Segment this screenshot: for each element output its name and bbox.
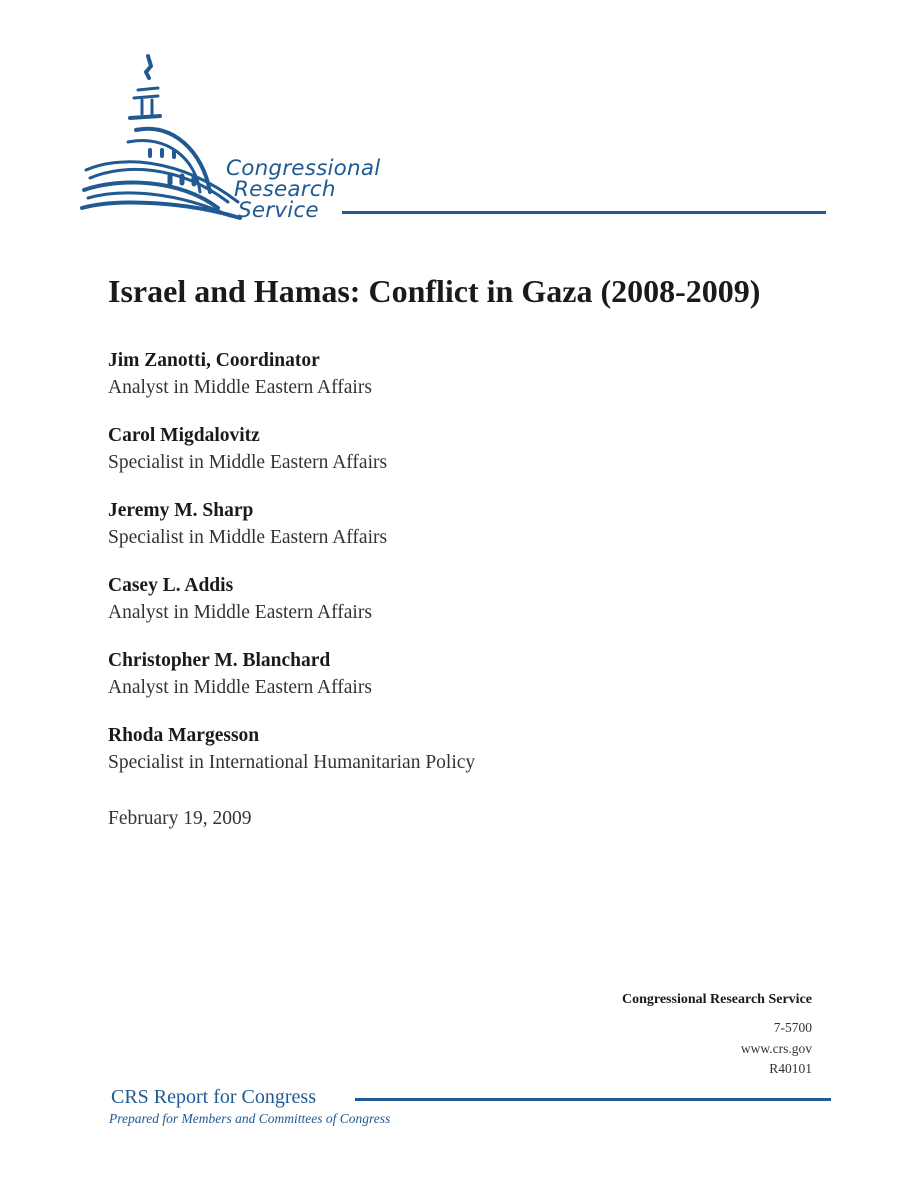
author-title: Specialist in Middle Eastern Affairs — [108, 527, 388, 548]
author-entry — [108, 573, 475, 648]
logo-text-line-3: Service — [238, 198, 319, 223]
crs-organization: Congressional Research Service — [621, 992, 812, 1007]
footer-rule — [355, 1098, 831, 1101]
author-title: Specialist in Middle Eastern Affairs — [108, 452, 388, 473]
author-entry — [108, 348, 475, 423]
author-title: Analyst in Middle Eastern Affairs — [108, 377, 372, 398]
crs-report-heading: CRS Report for Congress — [111, 1086, 316, 1108]
author-name: Jim Zanotti, Coordinator — [108, 350, 320, 371]
author-name: Rhoda Margesson — [108, 725, 260, 746]
report-date: February 19, 2009 — [108, 808, 252, 829]
logo-text-line-2: Research — [234, 177, 336, 202]
footer-tagline: Prepared for Members and Committees of Congress — [109, 1111, 391, 1126]
report-title: Israel and Hamas: Conflict in Gaza (2008-2009) — [108, 273, 761, 309]
author-entry — [108, 498, 475, 573]
crs-website: www.crs.gov — [740, 1040, 812, 1056]
author-title: Specialist in International Humanitarian Policy — [108, 752, 476, 773]
logo-text-line-1: Congressional — [226, 156, 381, 181]
author-entry — [108, 648, 475, 723]
author-title: Analyst in Middle Eastern Affairs — [108, 602, 372, 623]
author-name: Christopher M. Blanchard — [108, 650, 331, 671]
report-number: R40101 — [769, 1061, 812, 1076]
crs-info-block — [622, 990, 812, 1080]
capitol-dome-icon — [78, 52, 830, 224]
crs-code: 7-5700 — [773, 1020, 812, 1035]
author-name: Jeremy M. Sharp — [108, 500, 254, 521]
author-name: Casey L. Addis — [108, 575, 234, 596]
author-title: Analyst in Middle Eastern Affairs — [108, 677, 372, 698]
author-entry — [108, 723, 475, 798]
author-name: Carol Migdalovitz — [108, 425, 260, 446]
author-entry — [108, 423, 475, 498]
author-list — [108, 348, 475, 798]
